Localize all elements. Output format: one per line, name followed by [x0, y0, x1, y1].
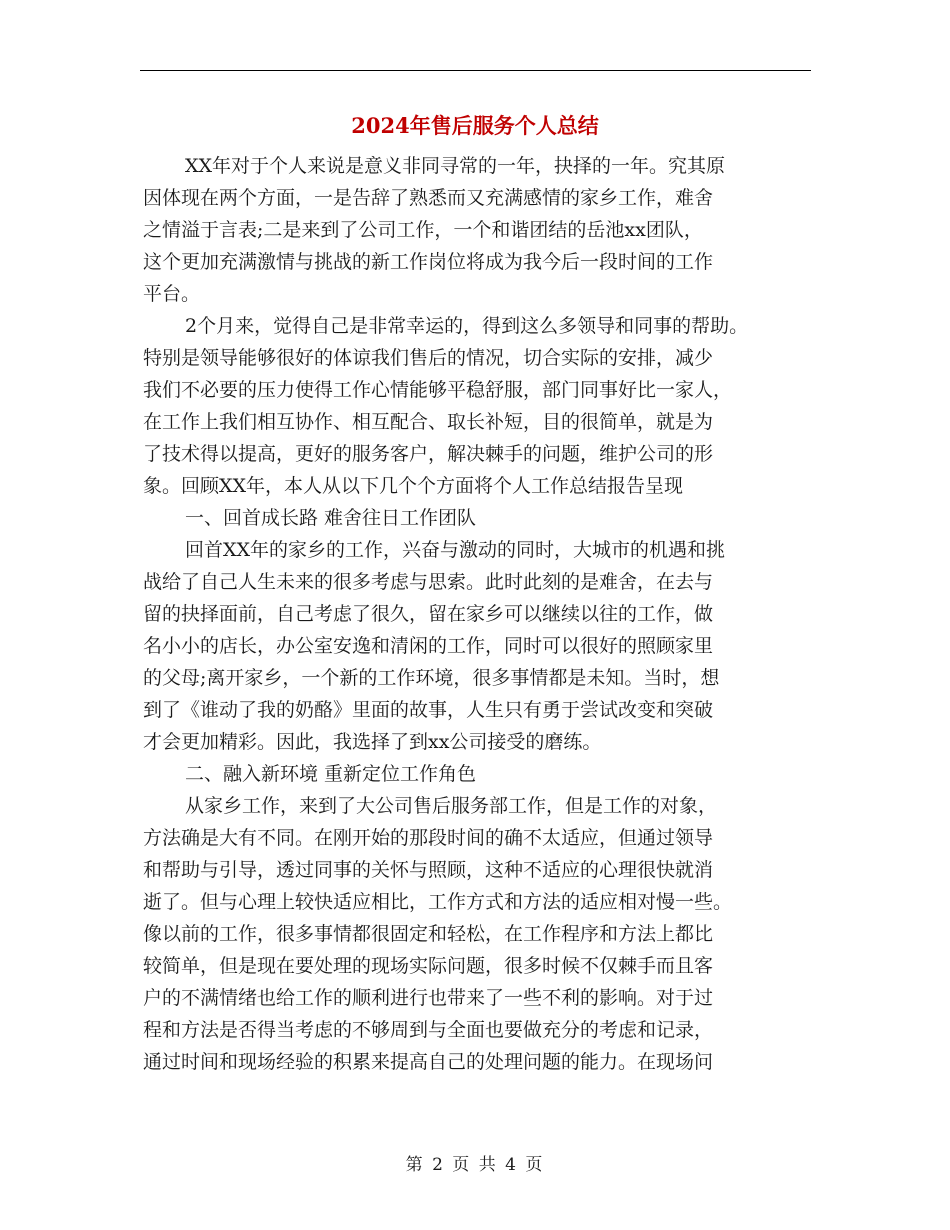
body-line: 在工作上我们相互协作、相互配合、取长补短，目的很简单，就是为: [143, 411, 714, 433]
body-line: 我们不必要的压力使得工作心情能够平稳舒服，部门同事好比一家人，: [143, 379, 733, 401]
body-line: 这个更加充满激情与挑战的新工作岗位将成为我今后一段时间的工作: [143, 251, 714, 273]
body-line: 象。回顾XX年，本人从以下几个个方面将个人工作总结报告呈现: [143, 475, 684, 497]
body-line: 名小小的店长，办公室安逸和清闲的工作，同时可以很好的照顾家里: [143, 635, 714, 657]
section-heading-1: 一、回首成长路 难舍往日工作团队: [185, 507, 477, 529]
body-line: 回首XX年的家乡的工作，兴奋与激动的同时，大城市的机遇和挑: [185, 539, 726, 561]
body-line: 到了《谁动了我的奶酪》里面的故事，人生只有勇于尝试改变和突破: [143, 699, 714, 721]
header-rule: [140, 70, 811, 71]
body-line: 因体现在两个方面，一是告辞了熟悉而又充满感情的家乡工作，难舍: [143, 187, 714, 209]
body-line: 从家乡工作，来到了大公司售后服务部工作，但是工作的对象，: [185, 795, 718, 817]
body-line: 像以前的工作，很多事情都很固定和轻松，在工作程序和方法上都比: [143, 923, 714, 945]
body-line: 通过时间和现场经验的积累来提高自己的处理问题的能力。在现场问: [143, 1051, 714, 1073]
body-line: 平台。: [143, 283, 201, 305]
section-heading-2: 二、融入新环境 重新定位工作角色: [185, 763, 477, 785]
body-line: 留的抉择面前，自己考虑了很久，留在家乡可以继续以往的工作，做: [143, 603, 714, 625]
body-line: 户的不满情绪也给工作的顺利进行也带来了一些不利的影响。对于过: [143, 987, 714, 1009]
body-line: 逝了。但与心理上较快适应相比，工作方式和方法的适应相对慢一些。: [143, 891, 733, 913]
body-line: 了技术得以提高，更好的服务客户，解决棘手的问题，维护公司的形: [143, 443, 714, 465]
body-line: 和帮助与引导，透过同事的关怀与照顾，这种不适应的心理很快就消: [143, 859, 714, 881]
body-line: 战给了自己人生未来的很多考虑与思索。此时此刻的是难舍，在去与: [143, 571, 714, 593]
body-line: 的父母;离开家乡，一个新的工作环境，很多事情都是未知。当时，想: [143, 667, 720, 689]
document-title: 2024年售后服务个人总结: [351, 113, 599, 138]
body-line: 程和方法是否得当考虑的不够周到与全面也要做充分的考虑和记录，: [143, 1019, 714, 1041]
body-line: 较简单，但是现在要处理的现场实际问题，很多时候不仅棘手而且客: [143, 955, 714, 977]
body-line: 才会更加精彩。因此，我选择了到xx公司接受的磨练。: [143, 731, 602, 753]
body-line: 特别是领导能够很好的体谅我们售后的情况，切合实际的安排，减少: [143, 347, 714, 369]
body-line: XX年对于个人来说是意义非同寻常的一年，抉择的一年。究其原: [185, 155, 726, 177]
page-number-footer: 第 2 页 共 4 页: [405, 1155, 545, 1175]
body-line: 2个月来，觉得自己是非常幸运的，得到这么多领导和同事的帮助。: [185, 315, 749, 337]
body-line: 方法确是大有不同。在刚开始的那段时间的确不太适应，但通过领导: [143, 827, 714, 849]
body-line: 之情溢于言表;二是来到了公司工作，一个和谐团结的岳池xx团队，: [143, 219, 703, 241]
